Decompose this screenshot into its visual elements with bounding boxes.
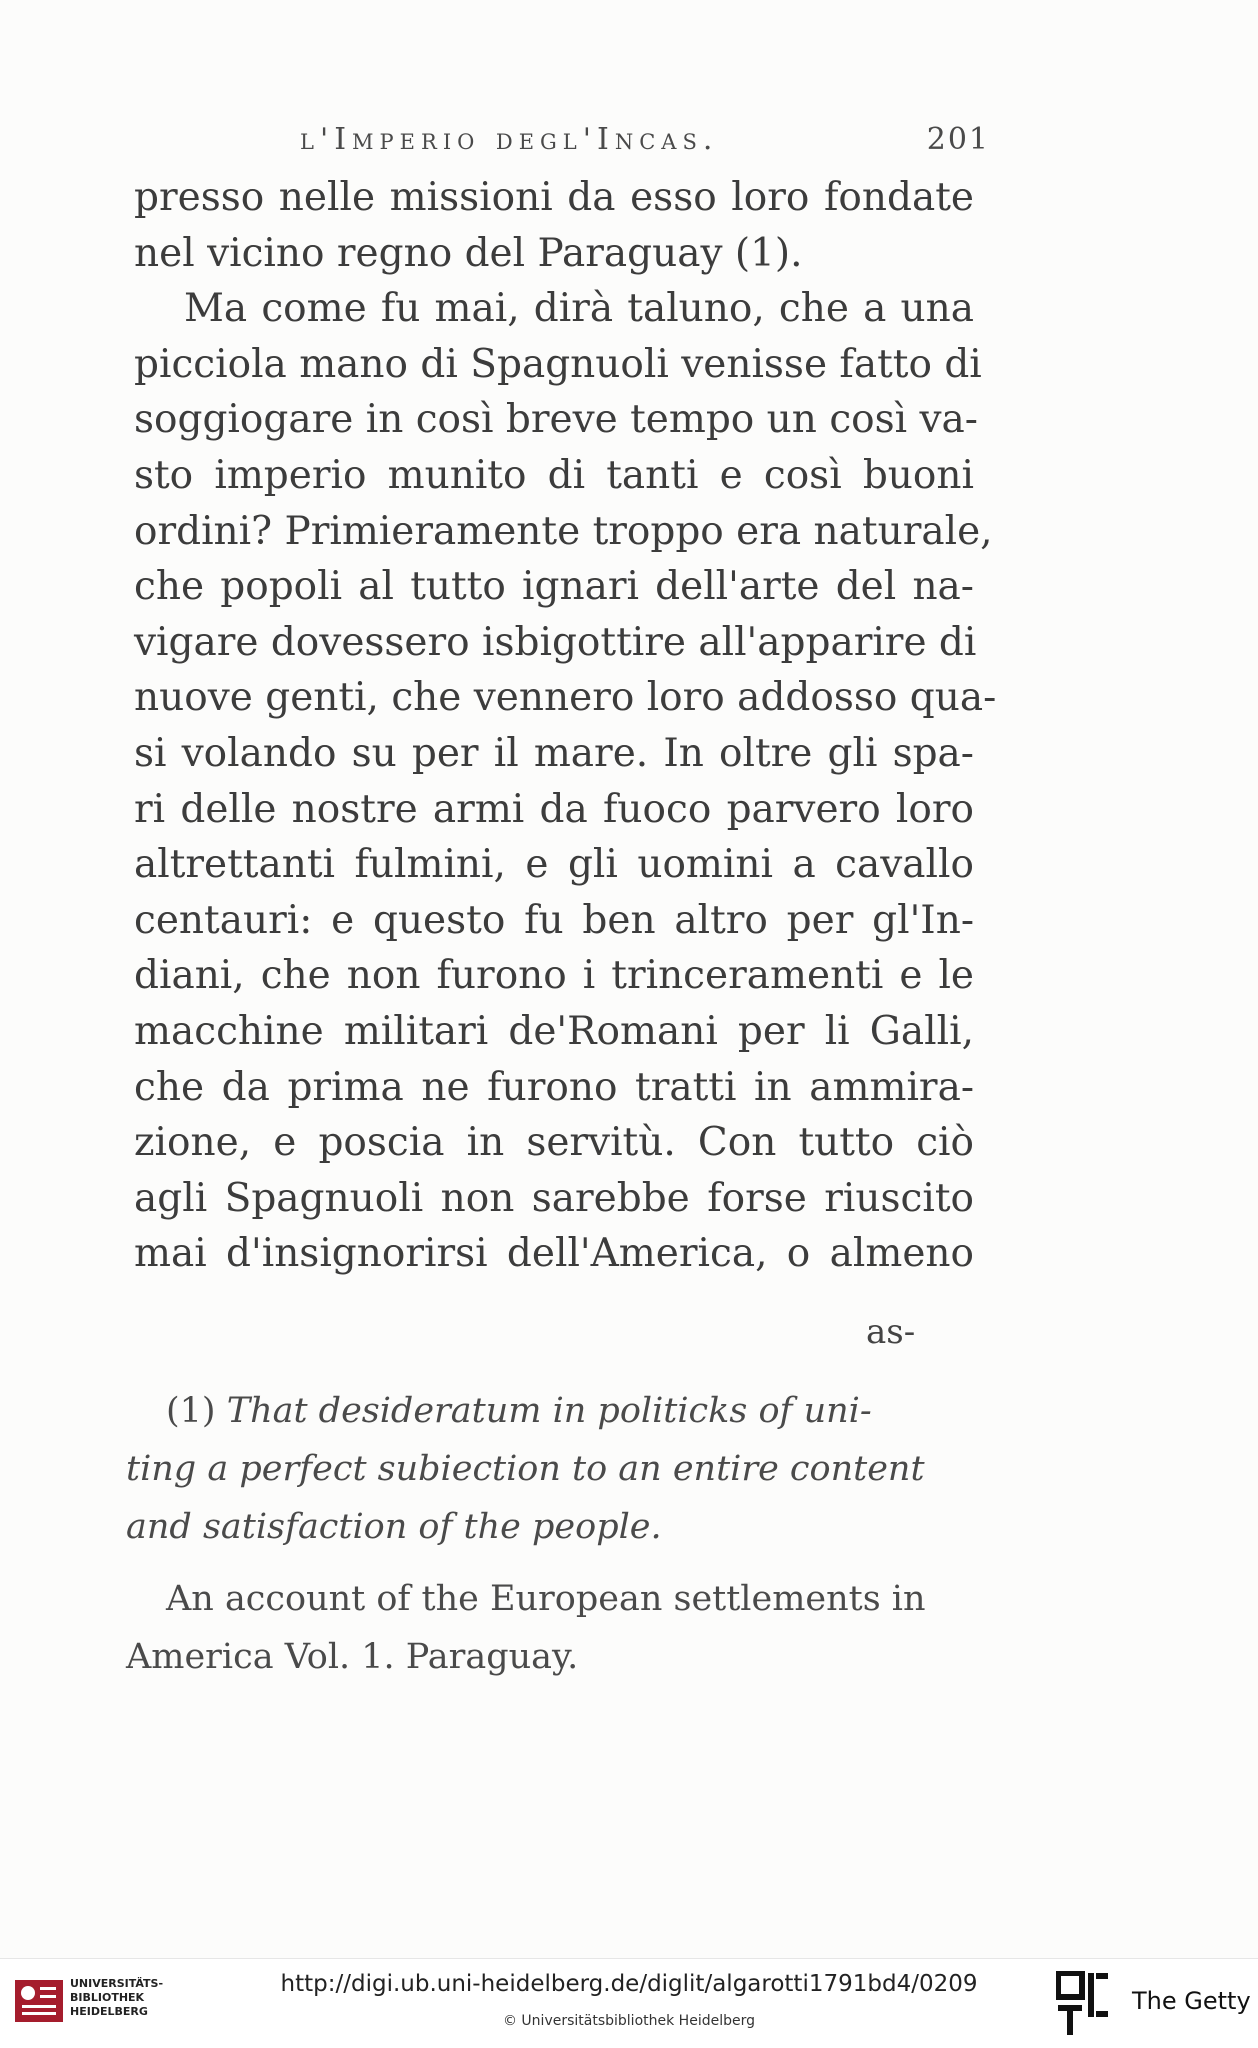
text-line: centauri: e questo fu ben altro per gl'In- [134,897,974,943]
source-line: An account of the European settlements in [166,1579,926,1619]
text-line: altrettanti fulmini, e gli uomini a cavallo [134,842,974,888]
page-number: 201 [926,122,990,157]
footnote-line [126,1382,974,1440]
text-line: ordini? Primieramente troppo era naturale, [134,508,993,554]
text-line: diani, che non furono i trinceramenti e le [134,953,974,999]
text-line: si volando su per il mare. In oltre gli spa- [134,730,974,776]
text-line: Ma come fu mai, dirà taluno, che a una [184,286,974,332]
text-line: ri delle nostre armi da fuoco parvero loro [134,786,974,832]
viewer-footer [0,1958,1258,2048]
catchword: as- [866,1312,916,1352]
header-title: l'Imperio degl'Incas. [300,122,719,157]
text-line: che da prima ne furono tratti in ammira- [134,1064,974,1110]
text-line: vigare dovessero isbigottire all'apparire di [134,619,977,665]
text-line: zione, e poscia in servitù. Con tutto ciò [134,1120,974,1166]
library-name: UNIVERSITÄTS- BIBLIOTHEK HEIDELBERG [70,1977,164,2018]
footnote-line: and satisfaction of the people. [126,1507,662,1547]
footnote-marker: (1) [166,1391,216,1431]
getty-logo-icon [1056,1971,1110,2037]
text-line: macchine militari de'Romani per li Galli, [134,1008,974,1054]
text-line: nel vicino regno del Paraguay (1). [134,230,803,276]
text-line: picciola mano di Spagnuoli venisse fatto di [134,341,982,387]
body-text [134,170,997,1282]
permalink-url[interactable]: http://digi.ub.uni-heidelberg.de/diglit/algarotti1791bd4/0209 [280,1971,978,1997]
text-line: nuove genti, che vennero loro addosso qua- [134,675,997,721]
text-line: agli Spagnuoli non sarebbe forse riuscito [134,1175,974,1221]
text-line: mai d'insignorirsi dell'America, o almeno [134,1231,974,1277]
text-line: sto imperio munito di tanti e così buoni [134,452,974,498]
source-line: America Vol. 1. Paraguay. [126,1637,579,1677]
footnote-quote: That desideratum in politicks of uni- [226,1391,872,1431]
copyright-notice: © Universitätsbibliothek Heidelberg [502,2013,755,2029]
text-line: che popoli al tutto ignari dell'arte del na- [134,564,974,610]
footnote [126,1382,974,1686]
footnote-line: ting a perfect subiection to an entire content [126,1449,925,1489]
partner-name: The Getty [1132,1987,1251,2015]
text-line: presso nelle missioni da esso loro fondate [134,175,974,220]
text-line: soggiogare in così breve tempo un così va- [134,397,978,443]
running-header [300,122,990,172]
